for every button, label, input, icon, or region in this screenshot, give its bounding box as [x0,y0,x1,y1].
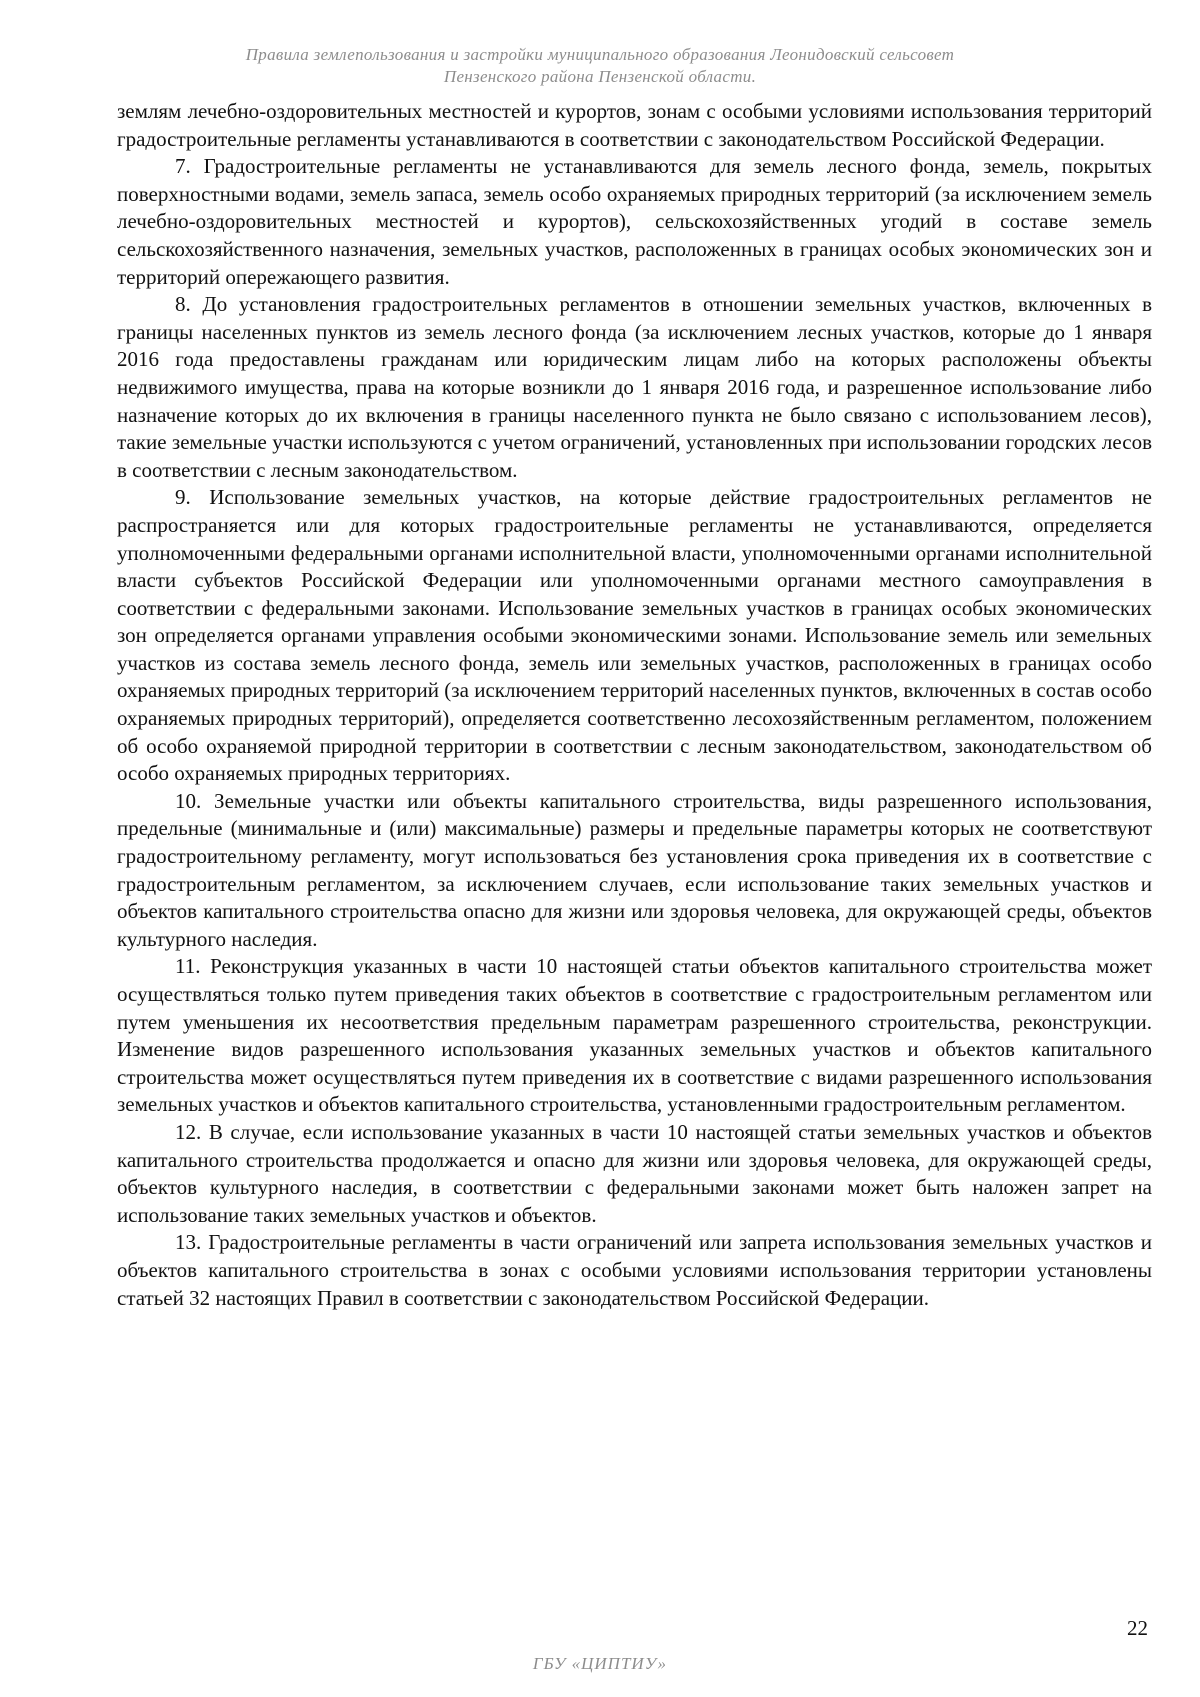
body-text [117,98,1152,1312]
paragraph-7: 7. Градостроительные регламенты не устанавливаются для земель лесного фонда, земель, покрытых поверхностными водами, земель запаса, земель особо охраняемых природных территорий (за исключением земель лечебно-оздоровительных местностей и курортов), сельскохозяйственных угодий в составе земель сельскохозяйственного назначения, земельных участков, расположенных в границах особых экономических зон и территорий опережающего развития. [117,154,1152,289]
paragraph-8: 8. До установления градостроительных регламентов в отношении земельных участков, включенных в границы населенных пунктов из земель лесного фонда (за исключением лесных участков, которые до 1 января 2016 года предоставлены гражданам или юридическим лицам либо на которых расположены объекты недвижимого имущества, права на которые возникли до 1 января 2016 года, и разрешенное использование либо назначение которых до их включения в границы населенного пункта не было связано с использованием лесов), такие земельные участки используются с учетом ограничений, установленных при использовании городских лесов в соответствии с лесным законодательством. [117,292,1152,482]
paragraph-13: 13. Градостроительные регламенты в части ограничений или запрета использования земельных участков и объектов капитального строительства в зонах с особыми условиями использования территории установлены статьей 32 настоящих Правил в соответствии с законодательством Российской Федерации. [117,1230,1152,1310]
running-header-line-2: Пензенского района Пензенской области. [443,67,757,86]
paragraph-12: 12. В случае, если использование указанных в части 10 настоящей статьи земельных участков и объектов капитального строительства продолжается и опасно для жизни или здоровья человека, для окружающей среды, объектов культурного наследия, в соответствии с федеральными законами может быть наложен запрет на использование таких земельных участков и объектов. [117,1119,1152,1227]
paragraph-continuation: землям лечебно-оздоровительных местностей и курортов, зонам с особыми условиями использования территорий градостроительные регламенты устанавливаются в соответствии с законодательством Российской Федерации. [117,99,1152,151]
paragraph-10: 10. Земельные участки или объекты капитального строительства, виды разрешенного использования, предельные (минимальные и (или) максимальные) размеры и предельные параметры которых не соответствуют градостроительному регламенту, могут использоваться без установления срока приведения их в соответствие с градостроительным регламентом, за исключением случаев, если использование таких земельных участков и объектов капитального строительства опасно для жизни или здоровья человека, для окружающей среды, объектов культурного наследия. [117,788,1152,951]
running-header-line-1: Правила землепользования и застройки муниципального образования Леонидовский сельсовет [245,45,955,64]
footer-organization: ГБУ «ЦИПТИУ» [532,1654,668,1673]
page-number: 22 [1127,1616,1148,1640]
running-header [130,44,1070,88]
paragraph-11: 11. Реконструкция указанных в части 10 настоящей статьи объектов капитального строительства может осуществляться только путем приведения таких объектов в соответствие с градостроительным регламентом или путем уменьшения их несоответствия предельным параметрам разрешенного строительства, реконструкции. Изменение видов разрешенного использования указанных земельных участков и объектов капитального строительства может осуществляться путем приведения их в соответствие с видами разрешенного использования земельных участков и объектов капитального строительства, установленными градостроительным регламентом. [117,954,1152,1117]
paragraph-9: 9. Использование земельных участков, на которые действие градостроительных регламентов не распространяется или для которых градостроительные регламенты не устанавливаются, определяется уполномоченными федеральными органами исполнительной власти, уполномоченными органами исполнительной власти субъектов Российской Федерации или уполномоченными органами местного самоуправления в соответствии с федеральными законами. Использование земельных участков в границах особых экономических зон определяется органами управления особыми экономическими зонами. Использование земель или земельных участков из состава земель лесного фонда, земель или земельных участков, расположенных в границах особо охраняемых природных территорий (за исключением территорий населенных пунктов, включенных в состав особо охраняемых природных территорий), определяется соответственно лесохозяйственным регламентом, положением об особо охраняемой природной территории в соответствии с лесным законодательством, законодательством об особо охраняемых природных территориях. [117,485,1152,786]
